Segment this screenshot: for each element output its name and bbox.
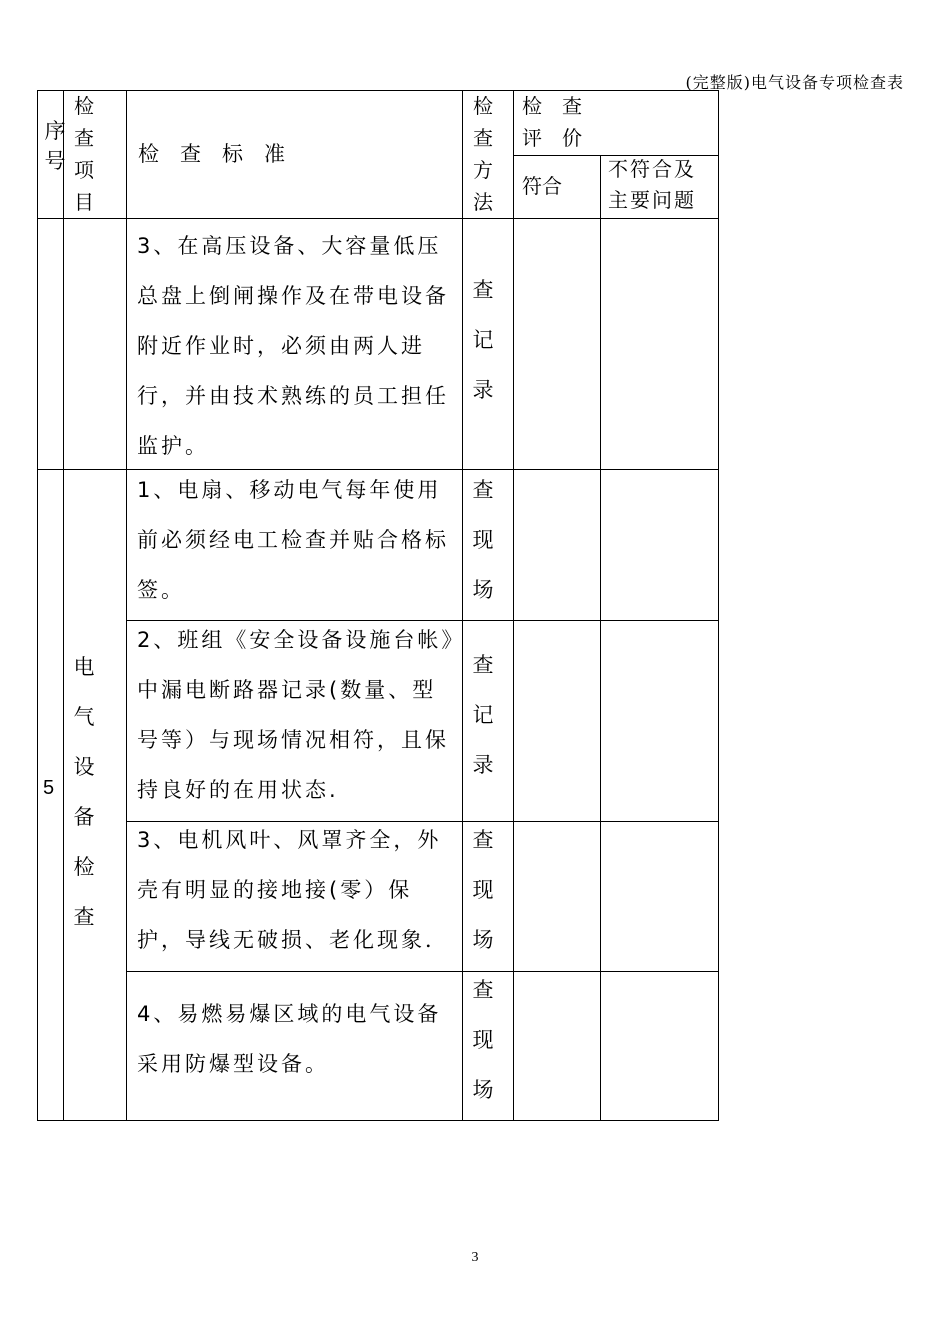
row5-standard-text: 4、易燃易爆区域的电气设备采用防爆型设备。 xyxy=(137,1002,442,1076)
row1-nonconform-cell xyxy=(600,218,719,470)
row1-conform-cell xyxy=(513,218,601,470)
row1-standard-text: 3、在高压设备、大容量低压总盘上倒闸操作及在带电设备附近作业时，必须由两人进行，并由技术熟练的员工担任监护。 xyxy=(137,234,449,458)
section5-item-label: 电气设备检查 xyxy=(73,655,95,929)
row1-method-text: 查记录 xyxy=(472,278,494,402)
header-standard-label: 检 查 标 准 xyxy=(138,142,285,166)
row5-method-text: 查现场 xyxy=(472,978,494,1102)
row3-nonconform-cell xyxy=(600,620,719,822)
row4-conform-cell xyxy=(513,821,601,972)
row3-conform-cell xyxy=(513,620,601,822)
row4-standard-text: 3、电机风叶、风罩齐全，外壳有明显的接地接(零）保护，导线无破损、老化现象． xyxy=(137,828,449,952)
row5-nonconform-cell xyxy=(600,971,719,1121)
page-number: 3 xyxy=(471,1250,479,1265)
header-evaluation-label: 检 查 评 价 xyxy=(522,94,582,150)
row3-standard-text: 2、班组《安全设备设施台帐》中漏电断路器记录(数量、型号等）与现场情况相符，且保持良好的在用状态. xyxy=(137,628,455,802)
header-method-label: 检查方法 xyxy=(473,94,493,214)
row4-method-text: 查现场 xyxy=(472,828,494,952)
document-header-title: (完整版)电气设备专项检查表 xyxy=(685,73,904,92)
header-seq-label: 序号 xyxy=(44,119,66,173)
row2-conform-cell xyxy=(513,469,601,621)
row1-item-cell xyxy=(63,218,127,470)
row2-nonconform-cell xyxy=(600,469,719,621)
header-nonconform-label: 不符合及主要问题 xyxy=(608,157,696,212)
row5-conform-cell xyxy=(513,971,601,1121)
row4-nonconform-cell xyxy=(600,821,719,972)
header-conform-label: 符合 xyxy=(522,174,562,198)
section5-seq-number: 5 xyxy=(43,777,55,799)
header-item-label: 检查项目 xyxy=(74,94,94,214)
row3-method-text: 查记录 xyxy=(472,653,494,777)
row2-standard-text: 1、电扇、移动电气每年使用前必须经电工检查并贴合格标签。 xyxy=(137,478,449,602)
row1-seq-cell xyxy=(37,218,64,470)
row2-method-text: 查现场 xyxy=(472,478,494,602)
